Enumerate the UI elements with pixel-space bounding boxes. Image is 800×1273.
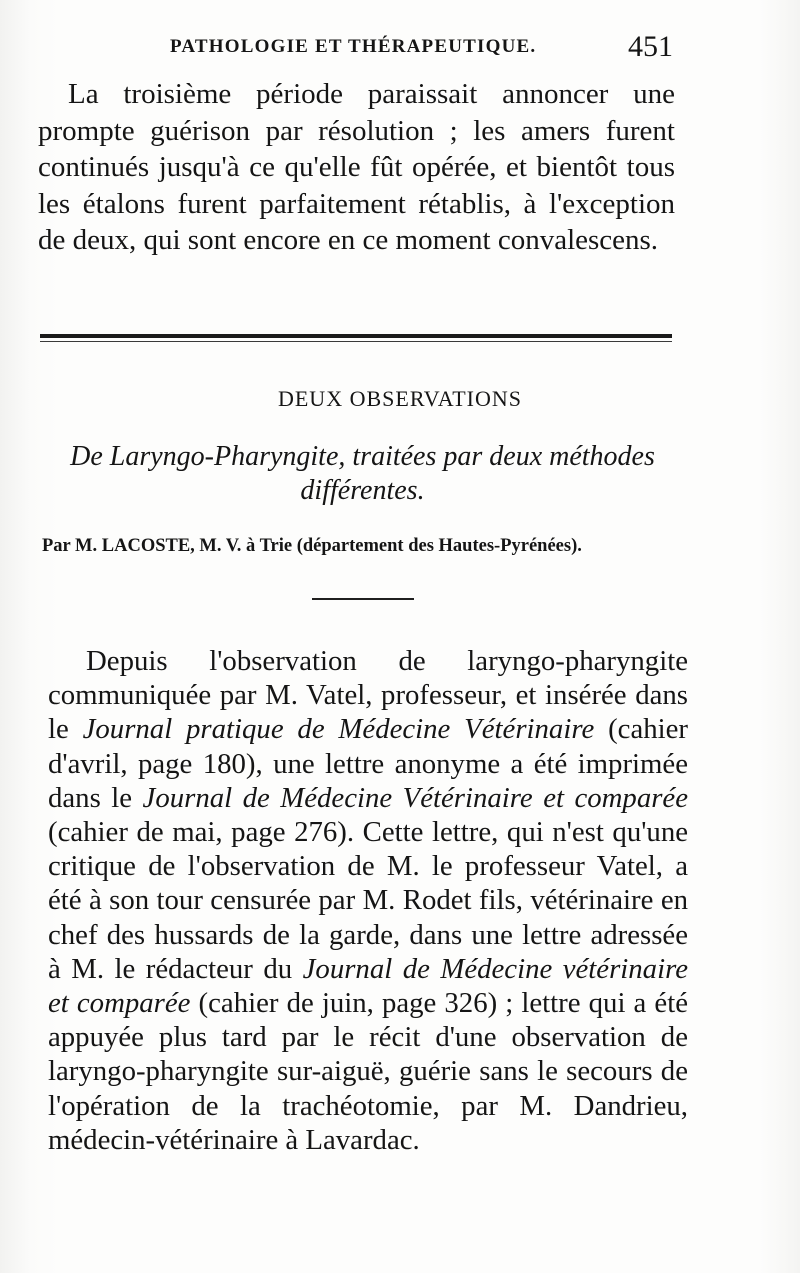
page-header: [0, 30, 800, 66]
journal-title-3: Journal de Médecine vétérinaire et comparée: [48, 952, 689, 1020]
page-number: 451: [628, 30, 673, 63]
journal-title-1: Journal pratique de Médecine Vétérinaire: [82, 713, 595, 746]
running-title: PATHOLOGIE ET THÉRAPEUTIQUE.: [170, 36, 537, 57]
paragraph-2-part-4: (cahier de juin, page 326) ; lettre qui a été appuyée plus tard par le récit d'une observation de laryngo-pharyngite sur-aiguë, guérie sans le secours de l'opération de la trachéotomie, par M. Dandrieu, médecin-vétérinaire à Lavardac.: [48, 987, 688, 1156]
paragraph-2-text: [48, 644, 688, 1157]
journal-title-2: Journal de Médecine Vétérinaire et comparée: [142, 781, 688, 814]
author-byline: Par M. LACOSTE, M. V. à Trie (département des Hautes-Pyrénées).: [42, 536, 582, 556]
section-divider-thick: [40, 334, 672, 338]
section-divider-thin: [40, 341, 672, 342]
paragraph-2: [48, 644, 688, 1157]
section-subtitle: De Laryngo-Pharyngite, traitées par deux méthodes différentes.: [70, 441, 655, 506]
paragraph-2-part-2: (cahier d'avril, page 180), une lettre anonyme a été imprimée dans le: [48, 713, 688, 814]
paragraph-2-part-1: Depuis l'observation de laryngo-pharyngite communiquée par M. Vatel, professeur, et insérée dans le: [48, 645, 688, 746]
short-divider: [312, 598, 414, 600]
paragraph-2-part-3: (cahier de mai, page 276). Cette lettre, qui n'est qu'une critique de l'observation de M. le professeur Vatel, a été à son tour censurée par M. Rodet fils, vétérinaire en chef des hussards de la garde, dans une lettre adressée à M. le rédacteur du: [48, 816, 688, 985]
section-title: DEUX OBSERVATIONS: [277, 386, 523, 411]
paragraph-1: [38, 76, 675, 259]
paragraph-1-text: La troisième période paraissait annoncer une prompte guérison par résolution ; les amers furent continués jusqu'à ce qu'elle fût opérée, et bientôt tous les étalons furent parfaitement rétablis, à l'exception de deux, qui sont encore en ce moment convalescens.: [38, 78, 675, 257]
